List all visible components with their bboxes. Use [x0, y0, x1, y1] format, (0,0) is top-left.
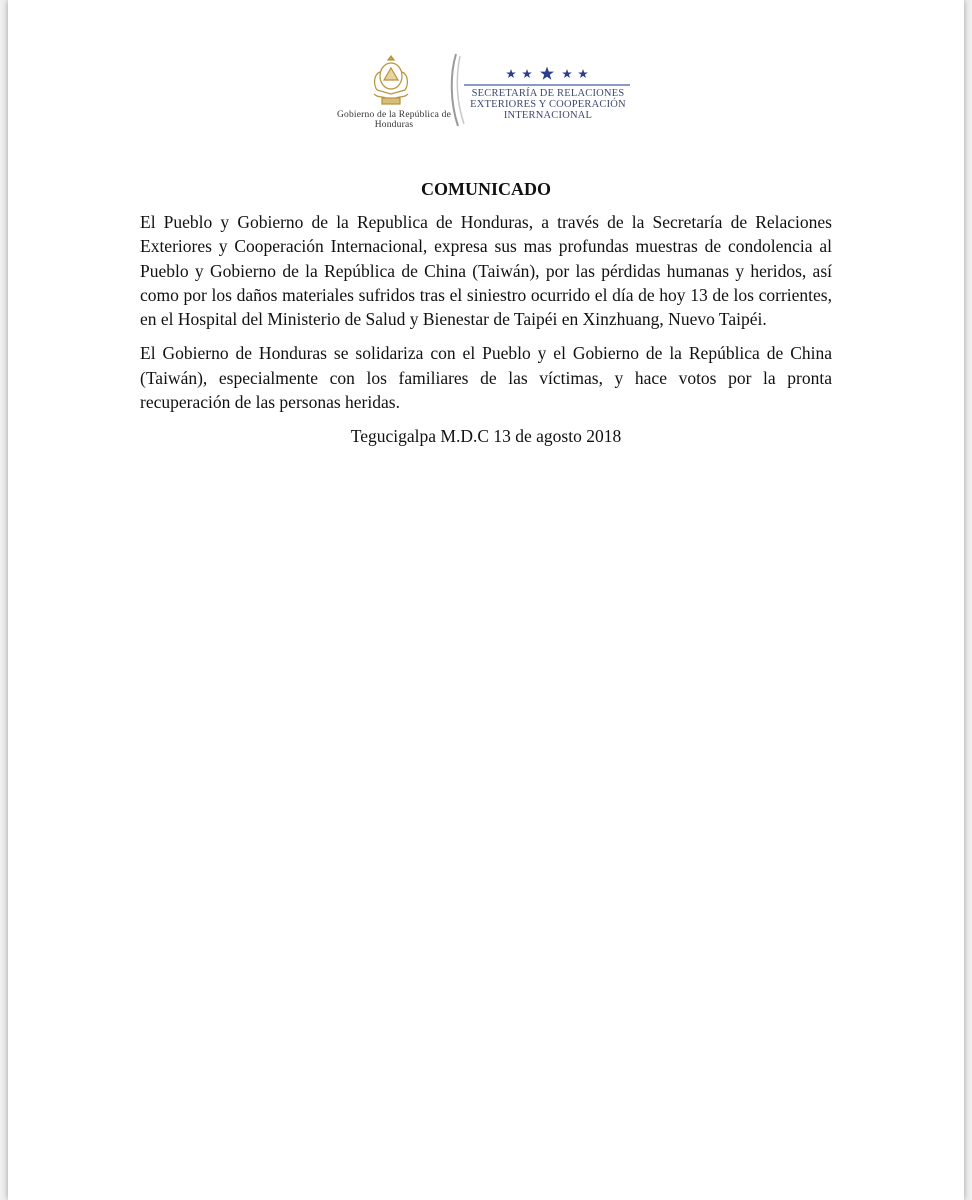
place-and-date: Tegucigalpa M.D.C 13 de agosto 2018: [350, 426, 622, 447]
document-body: [140, 178, 832, 448]
stars-icon: [506, 66, 588, 80]
secretariat-name: SECRETARÍA DE RELACIONES EXTERIORES Y COOPERACIÓN INTERNACIONAL: [470, 88, 626, 121]
document-title: COMUNICADO: [421, 179, 551, 199]
coat-of-arms-icon: [368, 54, 414, 108]
letterhead: [0, 52, 972, 132]
secretariat-rule: [464, 84, 630, 86]
paragraph-solidarity: El Gobierno de Honduras se solidariza con el Pueblo y el Gobierno de la República de China (Taiwán), especialmente con los familiares de las víctimas, y hace votos por la pronta recuperación de las personas heridas.: [140, 343, 832, 413]
paragraph-condolence: El Pueblo y Gobierno de la Republica de Honduras, a través de la Secretaría de Relaciones Exteriores y Cooperación Internacional, expresa sus mas profundas muestras de condolencia al Pueblo y Gobierno de la República de China (Taiwán), por las pérdidas humanas y heridos, así como por los daños materiales sufridos tras el siniestro ocurrido el día de hoy 13 de los corrientes, en el Hospital del Ministerio de Salud y Bienestar de Taipéi en Xinzhuang, Nuevo Taipéi.: [140, 212, 832, 330]
government-name: Gobierno de la República de Honduras: [336, 110, 452, 130]
